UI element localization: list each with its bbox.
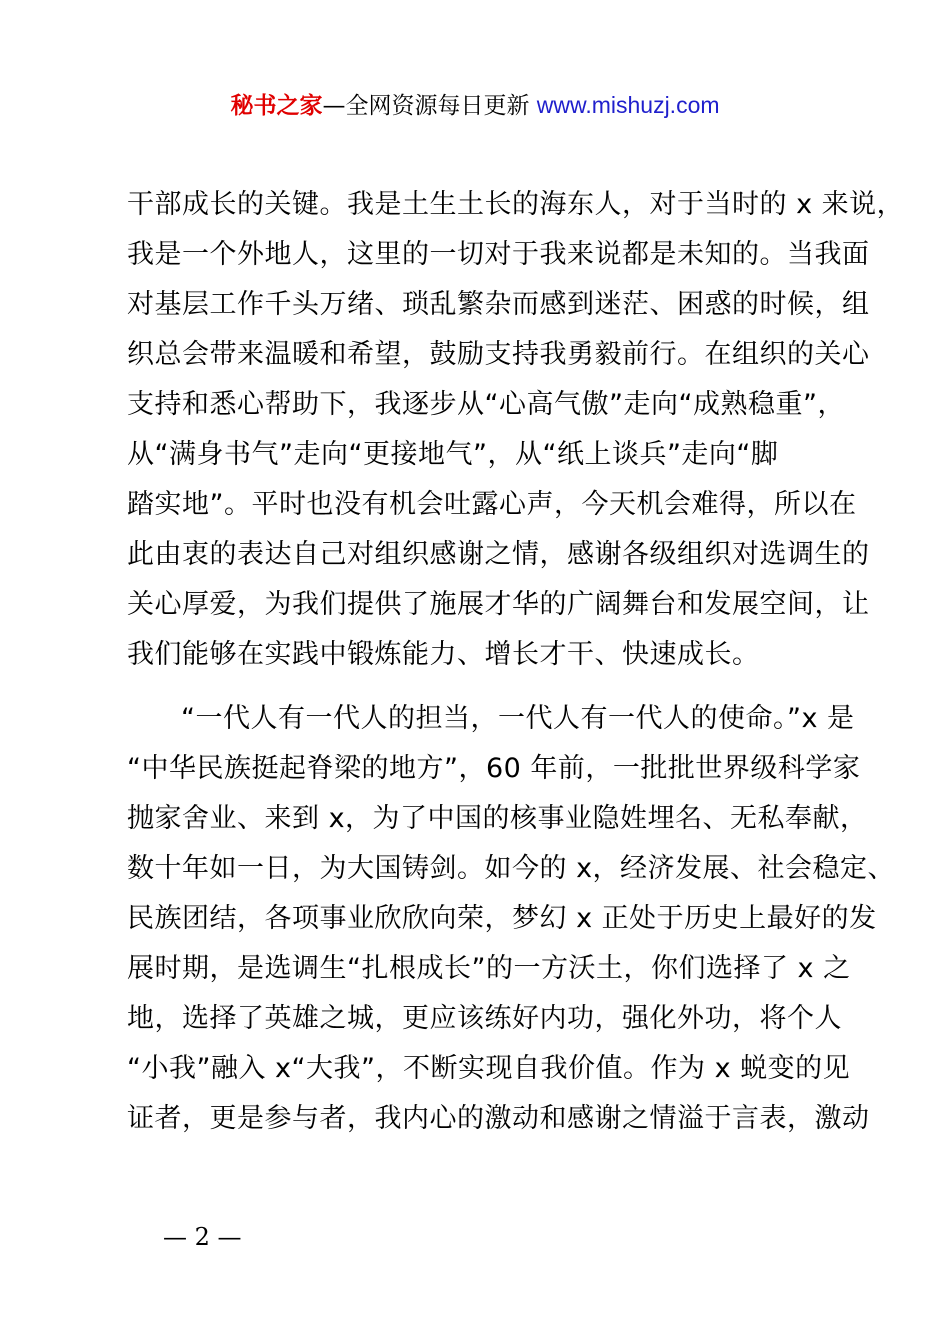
header-url-link[interactable]: www.mishuzj.com xyxy=(536,92,720,118)
text-line: 抛家舍业、来到 x，为了中国的核事业隐姓埋名、无私奉献， xyxy=(127,803,868,834)
document-header xyxy=(0,88,950,123)
text-line: 踏实地”。平时也没有机会吐露心声，今天机会难得，所以在 xyxy=(127,489,857,520)
text-line: 此由衷的表达自己对组织感谢之情，感谢各级组织对选调生的 xyxy=(127,539,870,570)
document-body xyxy=(127,180,905,1144)
paragraph-spacer xyxy=(127,680,847,694)
text-line: 关心厚爱，为我们提供了施展才华的广阔舞台和发展空间，让 xyxy=(127,589,870,620)
paragraph-2 xyxy=(127,694,896,1144)
text-line: 地，选择了英雄之城，更应该练好内功，强化外功，将个人 xyxy=(127,1003,842,1034)
text-line: “中华民族挺起脊梁的地方”，60 年前，一批批世界级科学家 xyxy=(127,753,861,784)
text-line: 支持和悉心帮助下，我逐步从“心高气傲”走向“成熟稳重”， xyxy=(127,389,845,420)
text-line: 数十年如一日，为大国铸剑。如今的 x，经济发展、社会稳定、 xyxy=(127,853,896,884)
header-brand: 秘书之家 xyxy=(230,93,323,119)
paragraph-1 xyxy=(127,180,905,680)
text-line: 民族团结，各项事业欣欣向荣，梦幻 x 正处于历史上最好的发 xyxy=(127,903,877,934)
text-line: “小我”融入 x“大我”，不断实现自我价值。作为 x 蜕变的见 xyxy=(127,1053,851,1084)
text-line: 证者，更是参与者，我内心的激动和感谢之情溢于言表，激动 xyxy=(127,1103,870,1134)
header-tagline: —全网资源每日更新 xyxy=(322,93,537,119)
text-line: 干部成长的关键。我是土生土长的海东人，对于当时的 x 来说， xyxy=(127,189,905,220)
text-line: 从“满身书气”走向“更接地气”，从“纸上谈兵”走向“脚 xyxy=(127,439,779,470)
text-line: 对基层工作千头万绪、琐乱繁杂而感到迷茫、困惑的时候，组 xyxy=(127,289,870,320)
text-line: “一代人有一代人的担当，一代人有一代人的使命。”x 是 xyxy=(181,703,855,734)
text-line: 织总会带来温暖和希望，鼓励支持我勇毅前行。在组织的关心 xyxy=(127,339,870,370)
text-line: 我是一个外地人，这里的一切对于我来说都是未知的。当我面 xyxy=(127,239,870,270)
page-number: — 2 — xyxy=(163,1223,242,1251)
text-line: 展时期，是选调生“扎根成长”的一方沃土，你们选择了 x 之 xyxy=(127,953,851,984)
text-line: 我们能够在实践中锻炼能力、增长才干、快速成长。 xyxy=(127,639,760,670)
